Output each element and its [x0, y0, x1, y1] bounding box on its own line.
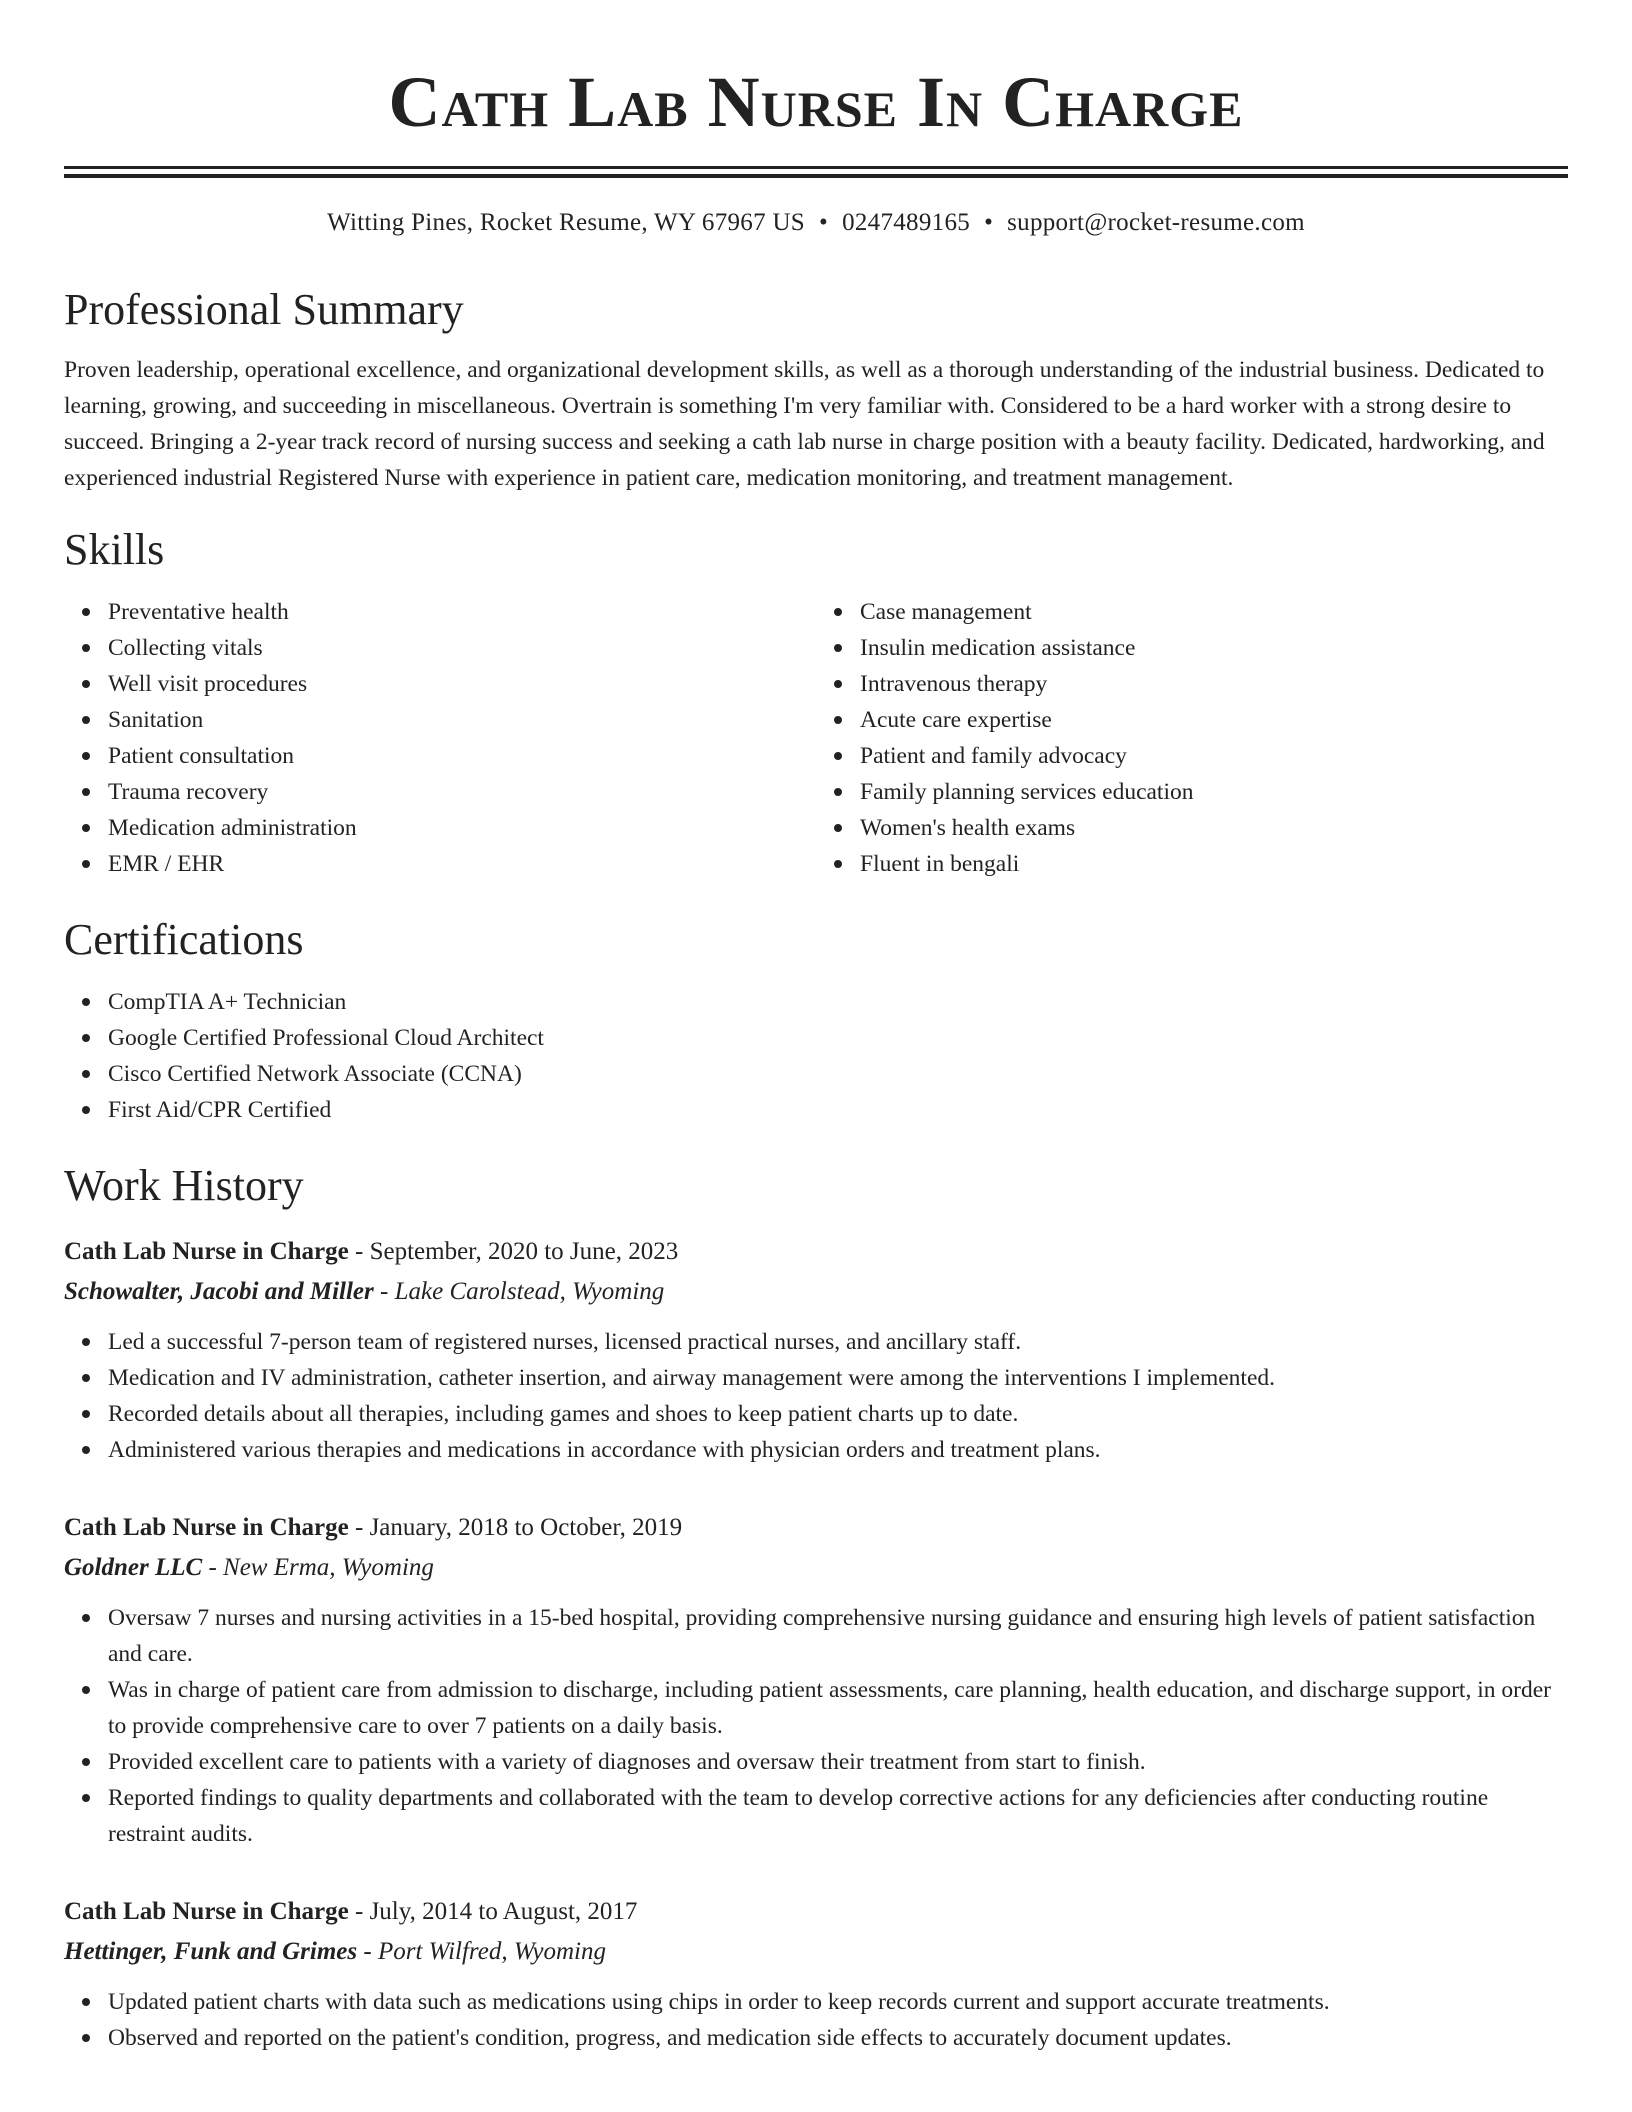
job-location: New Erma, Wyoming	[223, 1554, 434, 1581]
skill-item: Acute care expertise	[860, 702, 1568, 738]
job-role: Cath Lab Nurse in Charge	[64, 1898, 349, 1925]
job-dates: July, 2014 to August, 2017	[369, 1898, 638, 1925]
job-dates: January, 2018 to October, 2019	[369, 1514, 683, 1541]
job-bullet: Medication and IV administration, catheter insertion, and airway management were among the interventions I implemented.	[108, 1360, 1568, 1396]
job-company: Schowalter, Jacobi and Miller	[64, 1278, 374, 1305]
job-title-line	[64, 1892, 1568, 1932]
job-company-line	[64, 1272, 1568, 1312]
job-dash: -	[357, 1938, 378, 1965]
skill-item: Family planning services education	[860, 774, 1568, 810]
skill-item: Women's health exams	[860, 810, 1568, 846]
job-bullet: Oversaw 7 nurses and nursing activities in a 15-bed hospital, providing comprehensive nursing guidance and ensuring high levels of patient satisfaction and care.	[108, 1600, 1568, 1672]
contact-separator: •	[984, 209, 994, 236]
work-history-heading: Work History	[64, 1161, 304, 1210]
job-dash: -	[348, 1514, 370, 1541]
skill-item: Patient and family advocacy	[860, 738, 1568, 774]
skill-item: Medication administration	[108, 810, 816, 846]
job-role: Cath Lab Nurse in Charge	[64, 1514, 349, 1541]
job-dash: -	[348, 1238, 370, 1265]
certification-item: Google Certified Professional Cloud Architect	[108, 1020, 1568, 1056]
job-entry	[64, 1892, 1568, 2056]
summary-text: Proven leadership, operational excellence, and organizational development skills, as well as a thorough understanding of the industrial business. Dedicated to learning, growing, and succeeding in miscellaneous. Overtrain is something I'm very familiar with. Considered to be a hard worker with a strong desire to succeed. Bringing a 2-year track record of nursing success and seeking a cath lab nurse in charge position with a beauty facility. Dedicated, hardworking, and experienced industrial Registered Nurse with experience in patient care, medication monitoring, and treatment management.	[64, 357, 1545, 491]
job-bullet: Updated patient charts with data such as medications using chips in order to keep records current and support accurate treatments.	[108, 1984, 1568, 2020]
skill-item: Intravenous therapy	[860, 666, 1568, 702]
job-bullets	[64, 1600, 1568, 1852]
skill-item: Well visit procedures	[108, 666, 816, 702]
contact-email[interactable]: support@rocket-resume.com	[1007, 209, 1305, 236]
job-bullet: Observed and reported on the patient's condition, progress, and medication side effects to accurately document updates.	[108, 2020, 1568, 2056]
job-company: Goldner LLC	[64, 1554, 203, 1581]
skill-item: Insulin medication assistance	[860, 630, 1568, 666]
skill-item: Fluent in bengali	[860, 846, 1568, 882]
job-bullet: Reported findings to quality departments and collaborated with the team to develop corrective actions for any deficiencies after conducting routine restraint audits.	[108, 1780, 1568, 1852]
contact-address: Witting Pines, Rocket Resume, WY 67967 US	[327, 209, 805, 236]
resume-page	[64, 0, 1568, 2056]
job-role: Cath Lab Nurse in Charge	[64, 1238, 349, 1265]
skills-list-right	[816, 594, 1568, 882]
certifications-list	[64, 984, 1568, 1128]
job-dates: September, 2020 to June, 2023	[369, 1238, 679, 1265]
job-location: Port Wilfred, Wyoming	[377, 1938, 606, 1965]
job-bullets	[64, 1984, 1568, 2056]
job-bullet: Provided excellent care to patients with a variety of diagnoses and oversaw their treatment from start to finish.	[108, 1744, 1568, 1780]
job-company-line	[64, 1548, 1568, 1588]
skill-item: Collecting vitals	[108, 630, 816, 666]
contact-separator: •	[819, 209, 829, 236]
contact-phone: 0247489165	[842, 209, 971, 236]
certifications-heading: Certifications	[64, 915, 304, 964]
job-location: Lake Carolstead, Wyoming	[394, 1278, 665, 1305]
job-bullet: Was in charge of patient care from admission to discharge, including patient assessments, care planning, health education, and discharge support, in order to provide comprehensive care to over 7 patients on a daily basis.	[108, 1672, 1568, 1744]
job-bullet: Led a successful 7-person team of registered nurses, licensed practical nurses, and ancillary staff.	[108, 1324, 1568, 1360]
job-dash: -	[373, 1278, 395, 1305]
skills-heading: Skills	[64, 525, 165, 574]
contact-line	[64, 206, 1568, 240]
skill-item: Sanitation	[108, 702, 816, 738]
resume-title: Cath Lab Nurse In Charge	[388, 62, 1244, 142]
skill-item: EMR / EHR	[108, 846, 816, 882]
job-title-line	[64, 1232, 1568, 1272]
job-bullets	[64, 1324, 1568, 1468]
certification-item: First Aid/CPR Certified	[108, 1092, 1568, 1128]
job-company: Hettinger, Funk and Grimes	[64, 1938, 358, 1965]
certification-item: CompTIA A+ Technician	[108, 984, 1568, 1020]
job-title-line	[64, 1508, 1568, 1548]
skills-columns	[64, 594, 1568, 882]
title-divider	[64, 166, 1568, 178]
job-company-line	[64, 1932, 1568, 1972]
certification-item: Cisco Certified Network Associate (CCNA)	[108, 1056, 1568, 1092]
skill-item: Patient consultation	[108, 738, 816, 774]
job-bullet: Administered various therapies and medications in accordance with physician orders and treatment plans.	[108, 1432, 1568, 1468]
skill-item: Trauma recovery	[108, 774, 816, 810]
job-dash: -	[202, 1554, 224, 1581]
job-dash: -	[348, 1898, 370, 1925]
skill-item: Preventative health	[108, 594, 816, 630]
skill-item: Case management	[860, 594, 1568, 630]
job-bullet: Recorded details about all therapies, including games and shoes to keep patient charts up to date.	[108, 1396, 1568, 1432]
job-entry	[64, 1508, 1568, 1852]
job-entry	[64, 1232, 1568, 1468]
skills-list-left	[64, 594, 816, 882]
summary-heading: Professional Summary	[64, 285, 464, 334]
